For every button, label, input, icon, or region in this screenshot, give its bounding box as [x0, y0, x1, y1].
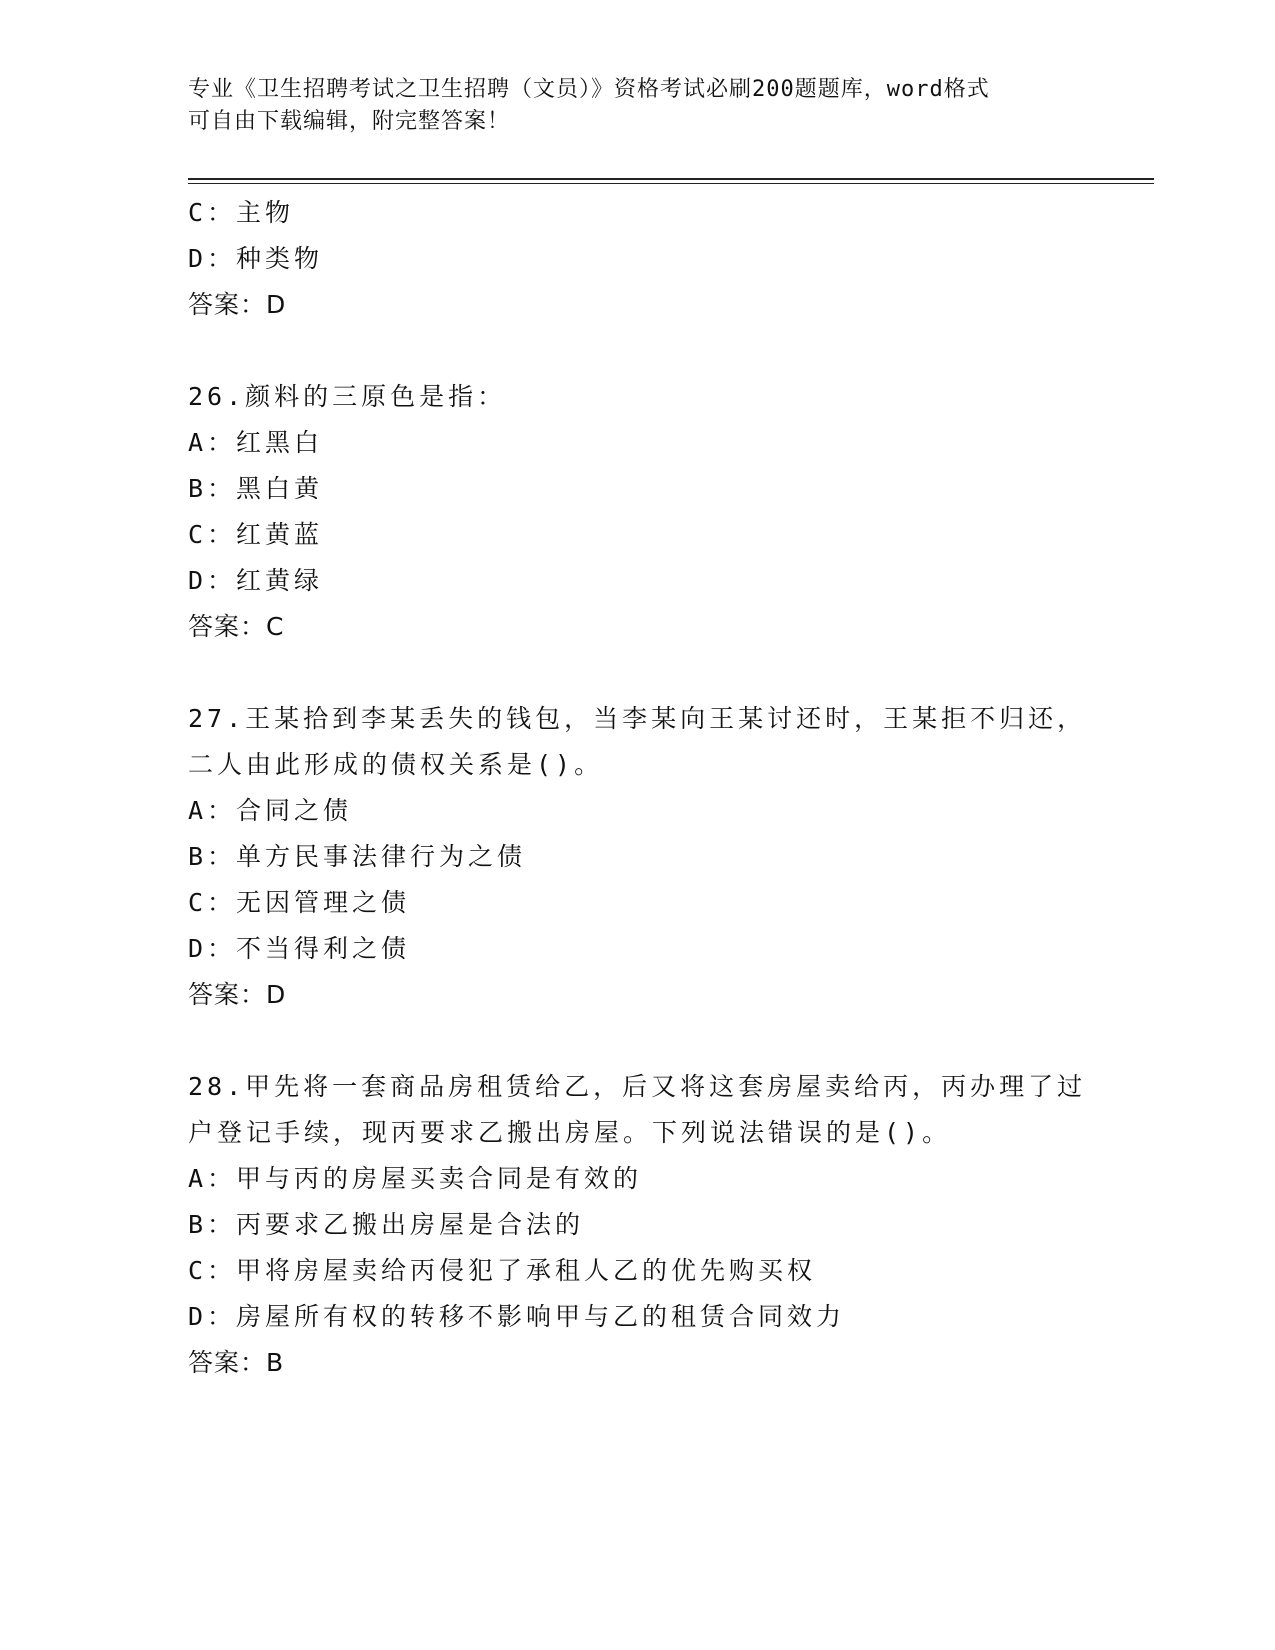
q26-option-a: A：红黑白: [188, 428, 324, 457]
question-27: [188, 696, 1128, 1018]
q27-stem-line-1: 27.王某拾到李某丢失的钱包，当李某向王某讨还时，王某拒不归还，: [188, 704, 1087, 733]
q27-stem-line-2: 二人由此形成的债权关系是()。: [188, 750, 604, 779]
q27-option-d: D：不当得利之债: [188, 934, 411, 963]
q26-option-b: B：黑白黄: [188, 474, 324, 503]
q26-option-d: D：红黄绿: [188, 566, 324, 595]
q26-answer: 答案：C: [188, 612, 285, 641]
q27-answer: 答案：D: [188, 980, 287, 1009]
q25-answer: 答案：D: [188, 290, 287, 319]
q25-option-c: C：主物: [188, 198, 295, 227]
q28-answer: 答案：B: [188, 1348, 285, 1377]
header-divider-thick: [188, 178, 1154, 180]
q28-option-b: B：丙要求乙搬出房屋是合法的: [188, 1210, 585, 1239]
spacer: [188, 328, 1128, 374]
q28-option-a: A：甲与丙的房屋买卖合同是有效的: [188, 1164, 643, 1193]
q27-option-c: C：无因管理之债: [188, 888, 411, 917]
q26-stem: 26.颜料的三原色是指：: [188, 382, 507, 411]
q28-stem-line-1: 28.甲先将一套商品房租赁给乙，后又将这套房屋卖给丙，丙办理了过: [188, 1072, 1087, 1101]
header-divider-thin: [188, 183, 1154, 184]
question-26: [188, 374, 1128, 650]
q27-option-a: A：合同之债: [188, 796, 353, 825]
q27-option-b: B：单方民事法律行为之债: [188, 842, 527, 871]
q25-option-d: D：种类物: [188, 244, 324, 273]
q28-option-d: D：房屋所有权的转移不影响甲与乙的租赁合同效力: [188, 1302, 846, 1331]
question-28: [188, 1064, 1128, 1386]
header-title-line-2: 可自由下载编辑，附完整答案！: [188, 109, 511, 134]
page-header: [188, 74, 1088, 138]
question-25-tail: [188, 190, 1128, 328]
question-list: [188, 190, 1128, 1386]
spacer: [188, 650, 1128, 696]
q28-stem-line-2: 户登记手续，现丙要求乙搬出房屋。下列说法错误的是()。: [188, 1118, 952, 1147]
q26-option-c: C：红黄蓝: [188, 520, 324, 549]
spacer: [188, 1018, 1128, 1064]
header-title-line-1: 专业《卫生招聘考试之卫生招聘（文员）》资格考试必刷200题题库，word格式: [188, 77, 990, 102]
q28-option-c: C：甲将房屋卖给丙侵犯了承租人乙的优先购买权: [188, 1256, 817, 1285]
